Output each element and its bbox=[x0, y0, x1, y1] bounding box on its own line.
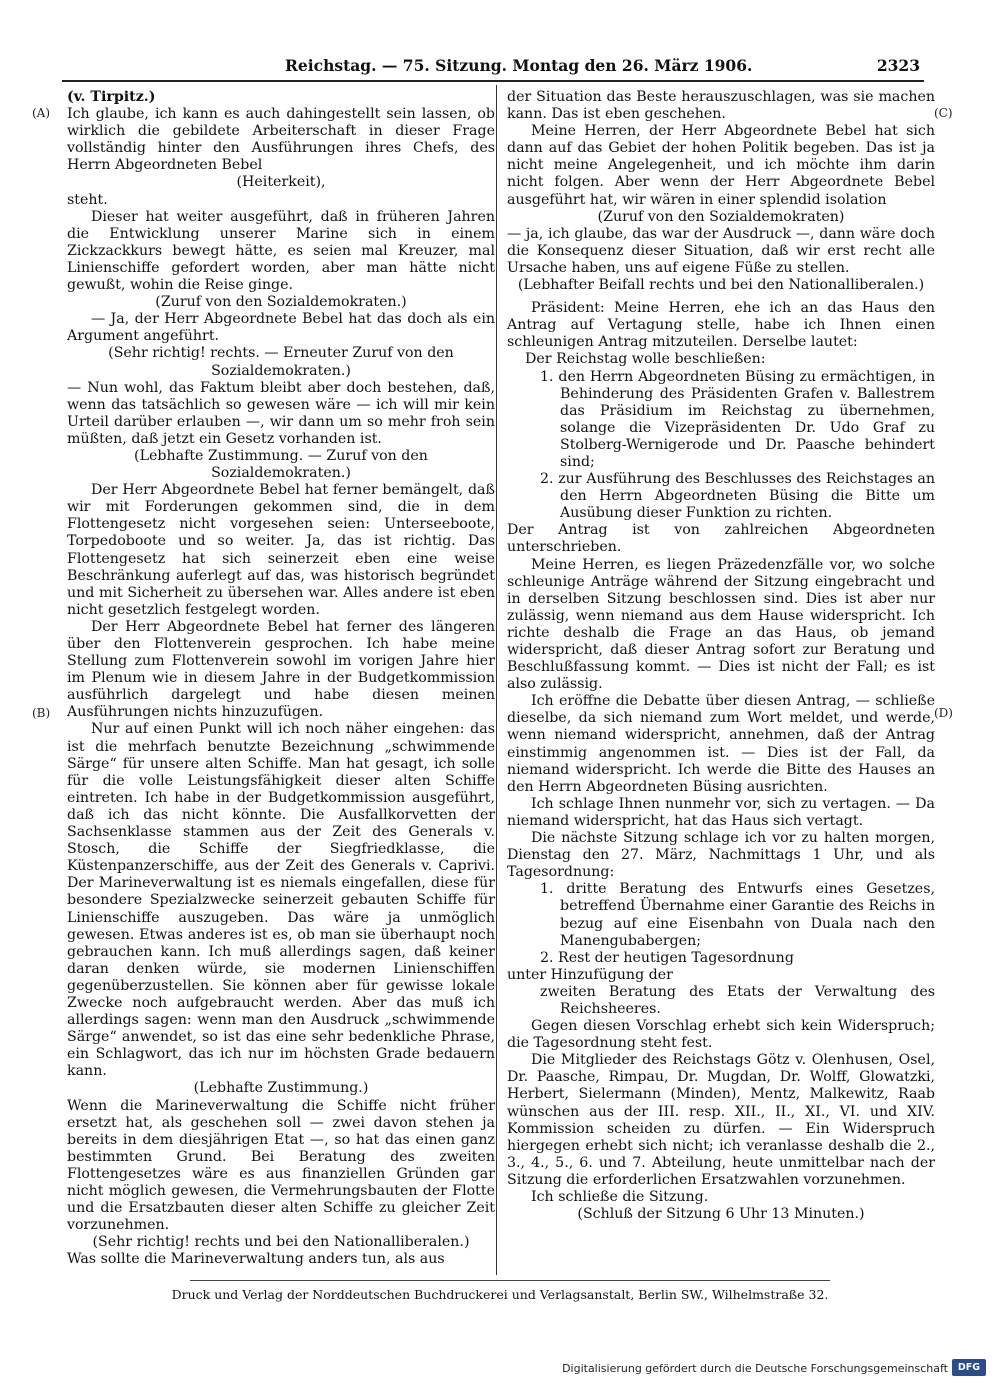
paragraph: Was sollte die Marineverwaltung anders tun, als aus bbox=[67, 1251, 445, 1268]
margin-mark-d: (D) bbox=[934, 706, 953, 720]
margin-mark-a: (A) bbox=[32, 106, 51, 120]
page-header bbox=[60, 56, 920, 78]
paragraph: Der Herr Abgeordnete Bebel hat ferner des längeren über den Flottenverein gesprochen. Ich habe meine Stellung zum Flottenverein sowohl im vorigen Jahre hier im Plenum wie in diesem Jahre in der Budgetkommission ausführlich dargelegt und habe diesen meinen Ausführungen nichts hinzuzufügen. bbox=[67, 618, 495, 721]
paragraph: 2. zur Ausführung des Beschlusses des Reichstages an den Herrn Abgeordneten Büsing die Bitte um Ausübung dieser Funktion zu richten. bbox=[540, 471, 935, 522]
dfg-logo: DFG bbox=[952, 1359, 986, 1376]
paragraph: Der Herr Abgeordnete Bebel hat ferner bemängelt, daß wir mit Forderungen gekommen sind, die in dem Flottengesetz nicht vorgesehen seien: Unterseeboote, Torpedoboote und so weiter. Ja, das ist richtig. Das Flottengesetz hat sich seinerzeit eben eine weise Beschränkung auferlegt auf das, was historisch begründet und mit Sicherheit zu übersehen war. Alles andere ist eben nicht gesetzlich festgelegt worden. bbox=[67, 482, 495, 618]
interjection: (Zuruf von den Sozialdemokraten) bbox=[597, 208, 845, 225]
paragraph: Dieser hat weiter ausgeführt, daß in früheren Jahren die Entwicklung unserer Marine sich in einem Zickzackkurs bewegt hätte, es seien mal Kreuzer, mal Linienschiffe gefordert worden, aber man hätte nicht gewußt, wohin die Reise ginge. bbox=[67, 208, 495, 294]
paragraph: — Nun wohl, das Faktum bleibt aber doch bestehen, daß, wenn das tatsächlich so gewesen wäre — ich will mir kein Urteil darüber erlauben —, wir dann um so mehr froh sein müßten, daß jetzt ein Gesetz vorhanden ist. bbox=[67, 379, 495, 447]
footer-rule bbox=[190, 1280, 830, 1281]
paragraph: Die Mitglieder des Reichstags Götz v. Olenhusen, Osel, Dr. Paasche, Rimpau, Dr. Mugdan, Dr. Wolff, Glowatzki, Herbert, Sielermann (Minden), Mentz, Malkewitz, Raab wünschen aus der III. resp. XII., II., XI., VI. und XIV. Kommission scheiden zu dürfen. — Ein Widerspruch hiergegen erhebt sich nicht; ich veranlasse deshalb die 2., 3., 4., 5., 6. und 7. Abteilung, heute unmittelbar nach der Sitzung die erforderlichen Ersatzwahlen vorzunehmen. bbox=[507, 1052, 935, 1188]
paragraph: Wenn die Marineverwaltung die Schiffe nicht früher ersetzt hat, als geschehen soll — zwei davon stehen ja bereits in dem diesjährigen Etat —, so hat das einen ganz bestimmten Grund. Bei Beratung des zweiten Flottengesetzes wäre es aus finanziellen Gründen gar nicht möglich gewesen, die Vermehrungsbauten der Flotte und die Ersatzbauten dieser alten Schiffe zu gleicher Zeit vorzunehmen. bbox=[67, 1097, 495, 1234]
left-column bbox=[67, 89, 495, 1268]
paragraph: Ich schließe die Sitzung. bbox=[531, 1189, 709, 1205]
paragraph: Präsident: Meine Herren, ehe ich an das Haus den Antrag auf Vertagung stelle, habe ich Ihnen einen schleunigen Antrag mitzuteilen. Derselbe lautet: bbox=[507, 300, 935, 351]
interjection: (Sehr richtig! rechts. — Erneuter Zuruf von den Sozialdemokraten.) bbox=[108, 345, 454, 379]
paragraph: Nur auf einen Punkt will ich noch näher eingehen: das ist die mehrfach benutzte Bezeichnung „schwimmende Särge“ für unsere alten Schiffe. Man hat gesagt, ich solle für die volle Leistungsfähigkeit dieser alten Schiffe eintreten. Ich habe in der Budgetkommission ausgeführt, daß ich das nicht könnte. Die Ausfallkorvetten der Sachsenklasse stammen aus der Zeit des Generals v. Stosch, die Schiffe der Siegfriedklasse, die Küstenpanzerschiffe, aus der Zeit des Generals v. Caprivi. Der Marineverwaltung ist es niemals eingefallen, diese für besondere Spezialzwecke seinerzeit gebauten Schiffe für Linienschiffe auszugeben. Das wäre ja unmöglich gewesen. Etwas anderes ist es, ob man sie überhaupt noch gebrauchen kann. Ich muß allerdings sagen, daß keiner daran denken würde, sie modernen Linienschiffen gegenüberzustellen. Sie können aber für gewisse lokale Zwecke noch aufgebraucht werden. Aber das muß ich allerdings sagen: wenn man den Ausdruck „schwimmende Särge“ anwendet, so ist das eine sehr bedenkliche Phrase, ein Schlagwort, das ich nur im höchsten Grade bedauern kann. bbox=[67, 721, 495, 1080]
paragraph: 1. dritte Beratung des Entwurfs eines Gesetzes, betreffend Übernahme einer Garantie des Reichs in bezug auf eine Eisenbahn von Duala nach den Manengubabergen; bbox=[540, 881, 935, 949]
paragraph: Der Reichstag wolle beschließen: bbox=[525, 351, 766, 368]
paragraph: — ja, ich glaube, das war der Ausdruck —, dann wäre doch die Konsequenz dieser Situation, daß wir erst recht alle Ursache haben, uns auf eigene Füße zu stellen. bbox=[507, 225, 935, 276]
running-title: Reichstag. — 75. Sitzung. Montag den 26. März 1906. bbox=[285, 56, 753, 75]
paragraph: Meine Herren, der Herr Abgeordnete Bebel hat sich dann auf das Gebiet der hohen Politik begeben. Das ist ja nicht meine Angelegenheit, und ich möchte ihm darin nicht folgen. Aber wenn der Herr Abgeordnete Bebel ausgeführt hat, wir wären in einer splendid isolation bbox=[507, 123, 935, 208]
paragraph: Ich eröffne die Debatte über diesen Antrag, — schließe dieselbe, da sich niemand zum Wort meldet, und werde, wenn niemand widerspricht, annehmen, daß der Antrag einstimmig angenommen ist. — Dies ist der Fall, da niemand widerspricht. Ich werde die Bitte des Hauses an den Herrn Abgeordneten Büsing ausrichten. bbox=[507, 693, 935, 795]
paragraph: 2. Rest der heutigen Tagesordnung bbox=[540, 949, 794, 966]
margin-mark-b: (B) bbox=[32, 706, 51, 720]
paragraph: Ich glaube, ich kann es auch dahingestellt sein lassen, ob wirklich die gebildete Arbeiterschaft in dieser Frage vollständig hinter den Ausführungen ihres Chefs, des Herrn Abgeordneten Bebel bbox=[67, 106, 495, 174]
right-column bbox=[507, 89, 935, 1223]
interjection: (Zuruf von den Sozialdemokraten.) bbox=[155, 294, 407, 311]
interjection: (Lebhafte Zustimmung. — Zuruf von den Sozialdemokraten.) bbox=[134, 447, 428, 482]
speaker-label: (v. Tirpitz.) bbox=[67, 89, 156, 105]
digitization-note: Digitalisierung gefördert durch die Deutsche Forschungsgemeinschaft bbox=[562, 1362, 948, 1375]
interjection: (Heiterkeit), bbox=[236, 174, 326, 191]
paragraph: Die nächste Sitzung schlage ich vor zu halten morgen, Dienstag den 27. März, Nachmittags 1 Uhr, und als Tagesordnung: bbox=[507, 830, 935, 881]
imprint: Druck und Verlag der Norddeutschen Buchdruckerei und Verlagsanstalt, Berlin SW., Wilhelmstraße 32. bbox=[171, 1287, 829, 1302]
interjection: (Sehr richtig! rechts und bei den Nationalliberalen.) bbox=[92, 1234, 470, 1251]
paragraph: steht. bbox=[67, 191, 108, 208]
interjection: (Schluß der Sitzung 6 Uhr 13 Minuten.) bbox=[577, 1206, 865, 1223]
interjection: (Lebhafte Zustimmung.) bbox=[193, 1080, 369, 1097]
interjection: (Lebhafter Beifall rechts und bei den Nationalliberalen.) bbox=[517, 277, 925, 294]
paragraph: — Ja, der Herr Abgeordnete Bebel hat das doch als ein Argument angeführt. bbox=[67, 311, 495, 345]
header-rule bbox=[62, 80, 924, 82]
paragraph: der Situation das Beste herauszuschlagen, was sie machen kann. Das ist eben geschehen. bbox=[507, 89, 935, 123]
paragraph: Der Antrag ist von zahlreichen Abgeordneten unterschrieben. bbox=[507, 522, 935, 556]
paragraph: Ich schlage Ihnen nunmehr vor, sich zu vertagen. — Da niemand widerspricht, hat das Haus sich vertagt. bbox=[507, 795, 935, 829]
page-number: 2323 bbox=[876, 56, 920, 75]
paragraph: 1. den Herrn Abgeordneten Büsing zu ermächtigen, in Behinderung des Präsidenten Grafen v. Ballestrem das Präsidium im Reichstag zu übernehmen, solange die Vizepräsidenten Dr. Udo Graf zu Stolberg-Wernigerode und Dr. Paasche behindert sind; bbox=[540, 368, 935, 470]
column-divider bbox=[496, 85, 497, 1275]
paragraph: zweiten Beratung des Etats der Verwaltung des Reichsheeres. bbox=[540, 983, 935, 1017]
margin-mark-c: (C) bbox=[934, 106, 953, 120]
paragraph: Gegen diesen Vorschlag erhebt sich kein Widerspruch; die Tagesordnung steht fest. bbox=[507, 1018, 935, 1052]
paragraph: Meine Herren, es liegen Präzedenzfälle vor, wo solche schleunige Anträge während der Sitzung eingebracht und in derselben Sitzung beschlossen sind. Dies ist aber nur zulässig, wenn niemand aus dem Hause widerspricht. Ich richte deshalb die Frage an das Haus, ob jemand widerspricht, daß dieser Antrag sofort zur Beratung und Beschlußfassung kommt. — Dies ist nicht der Fall; es ist also zulässig. bbox=[507, 556, 935, 693]
paragraph: unter Hinzufügung der bbox=[507, 966, 673, 983]
